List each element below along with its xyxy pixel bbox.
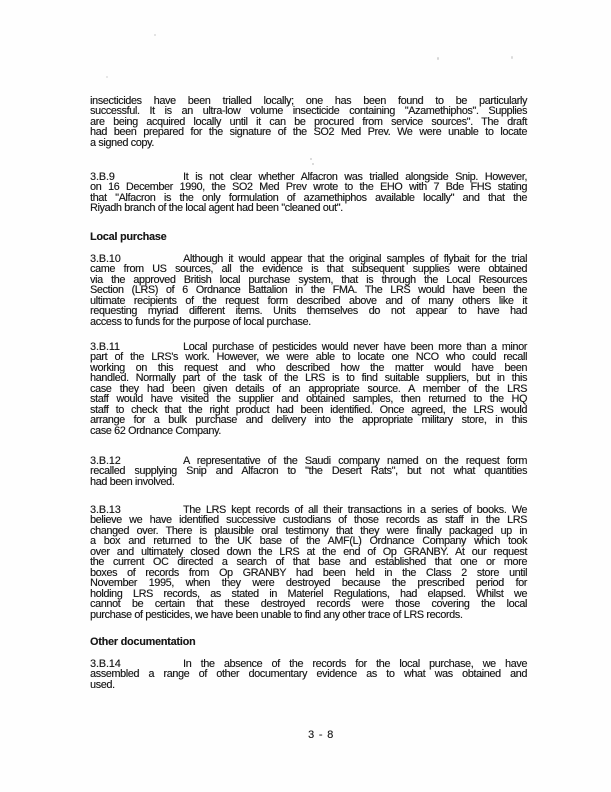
- text-line: case they had been given details of an appropriate source. A member of the LRS: [90, 382, 527, 395]
- text-line: insecticides have been trialled locally; one has been found to be particularly: [90, 95, 527, 107]
- text-line: cannot be certain that these destroyed records were those covering the local: [90, 598, 527, 611]
- text-line: case 62 Ordnance Company.: [90, 424, 221, 437]
- text-line: successful. It is an ultra-low volume insecticide containing "Azamethiphos". Supplies: [90, 105, 527, 118]
- text-line: working on this request and who described how the matter would have been: [90, 361, 527, 374]
- section-heading-other-documentation: Other documentation: [90, 636, 196, 648]
- text-line: Riyadh branch of the local agent had been "cleaned out".: [90, 202, 343, 215]
- text-line: came from US sources, all the evidence is that subsequent supplies were obtained: [90, 263, 527, 276]
- text-line: It is not clear whether Alfacron was trialled alongside Snip. However,: [183, 171, 527, 183]
- scan-speck: [106, 76, 108, 78]
- text-line: that "Alfacron is the only formulation of azamethiphos available locally" and that the: [90, 191, 527, 204]
- text-line: holding LRS records, as stated in Materiel Regulations, had elapsed. Whilst we: [90, 587, 527, 600]
- text-line: The LRS kept records of all their transactions in a series of books. We: [183, 504, 527, 516]
- text-line: Section (LRS) of 6 Ordnance Battalion in the FMA. The LRS would have been the: [90, 284, 527, 297]
- text-line: assembled a range of other documentary evidence as to what was obtained and: [90, 668, 527, 681]
- text-line: are being acquired locally until it can be procured from service sources". The draft: [90, 115, 527, 128]
- paragraph-number: 3.B.12: [90, 455, 121, 467]
- paragraph-3b13: [90, 505, 527, 620]
- paragraph-number: 3.B.14: [90, 658, 121, 670]
- text-line: recalled supplying Snip and Alfacron to "the Desert Rats", but not what quantities: [90, 465, 527, 478]
- text-line: via the approved British local purchase system, that is through the Local Resources: [90, 273, 527, 286]
- text-line: had been prepared for the signature of the SO2 Med Prev. We were unable to locate: [90, 126, 527, 139]
- paragraph-3b10: [90, 254, 527, 327]
- text-line: arrange for a bulk purchase and delivery into the appropriate military store, in this: [90, 414, 527, 427]
- text-line: requesting myriad different items. Units themselves do not appear to have had: [90, 305, 527, 318]
- scan-speck: [310, 158, 312, 160]
- paragraph-3b14: [90, 659, 527, 690]
- paragraph-continuation: [90, 96, 527, 148]
- paragraph-number: 3.B.10: [90, 253, 121, 265]
- text-line: Local purchase of pesticides would never have been more than a minor: [183, 341, 527, 353]
- scan-speck: [437, 57, 439, 60]
- text-line: changed over. There is plausible oral testimony that they were finally packaged up in: [90, 524, 527, 537]
- text-line: had been involved.: [90, 475, 175, 488]
- text-line: A representative of the Saudi company named on the request form: [183, 455, 527, 467]
- paragraph-3b11: [90, 342, 527, 436]
- text-line: a signed copy.: [90, 136, 154, 149]
- paragraph-3b9: [90, 172, 527, 214]
- scan-speck: [312, 163, 314, 165]
- text-line: access to funds for the purpose of local purchase.: [90, 315, 311, 328]
- text-line: part of the LRS's work. However, we were able to locate one NCO who could recall: [90, 351, 527, 364]
- scan-speck: [154, 34, 156, 36]
- text-line: over and ultimately closed down the LRS at the end of Op GRANBY. At our request: [90, 545, 527, 558]
- scan-speck: [511, 56, 513, 59]
- text-line: the current OC directed a search of that base and established that one or more: [90, 556, 527, 569]
- text-line: November 1995, when they were destroyed because the prescribed period for: [90, 577, 527, 590]
- paragraph-number: 3.B.13: [90, 504, 121, 516]
- text-line: purchase of pesticides, we have been unable to find any other trace of LRS records.: [90, 608, 463, 621]
- text-line: a box and returned to the UK base of the AMF(L) Ordnance Company which took: [90, 535, 527, 548]
- text-line: Although it would appear that the original samples of flybait for the trial: [183, 253, 527, 265]
- text-line: used.: [90, 678, 115, 691]
- text-line: boxes of records from Op GRANBY had been held in the Class 2 store until: [90, 566, 527, 579]
- paragraph-number: 3.B.11: [90, 341, 120, 353]
- text-line: ultimate recipients of the request form described above and of many others like it: [90, 294, 527, 307]
- section-heading-local-purchase: Local purchase: [90, 231, 167, 243]
- paragraph-number: 3.B.9: [90, 171, 115, 183]
- text-line: believe we have identified successive custodians of those records as staff in the LRS: [90, 514, 527, 527]
- text-line: staff to check that the right product had been identified. Once agreed, the LRS would: [90, 403, 527, 416]
- text-line: In the absence of the records for the local purchase, we have: [183, 658, 527, 670]
- text-line: handled. Normally part of the task of the LRS is to find suitable suppliers, but in this: [90, 372, 527, 385]
- text-line: on 16 December 1990, the SO2 Med Prev wrote to the EHO with 7 Bde FHS stating: [90, 181, 527, 194]
- text-line: staff would have visited the supplier and obtained samples, then returned to the HQ: [90, 393, 527, 406]
- page-number: 3 - 8: [308, 729, 335, 741]
- paragraph-3b12: [90, 456, 527, 487]
